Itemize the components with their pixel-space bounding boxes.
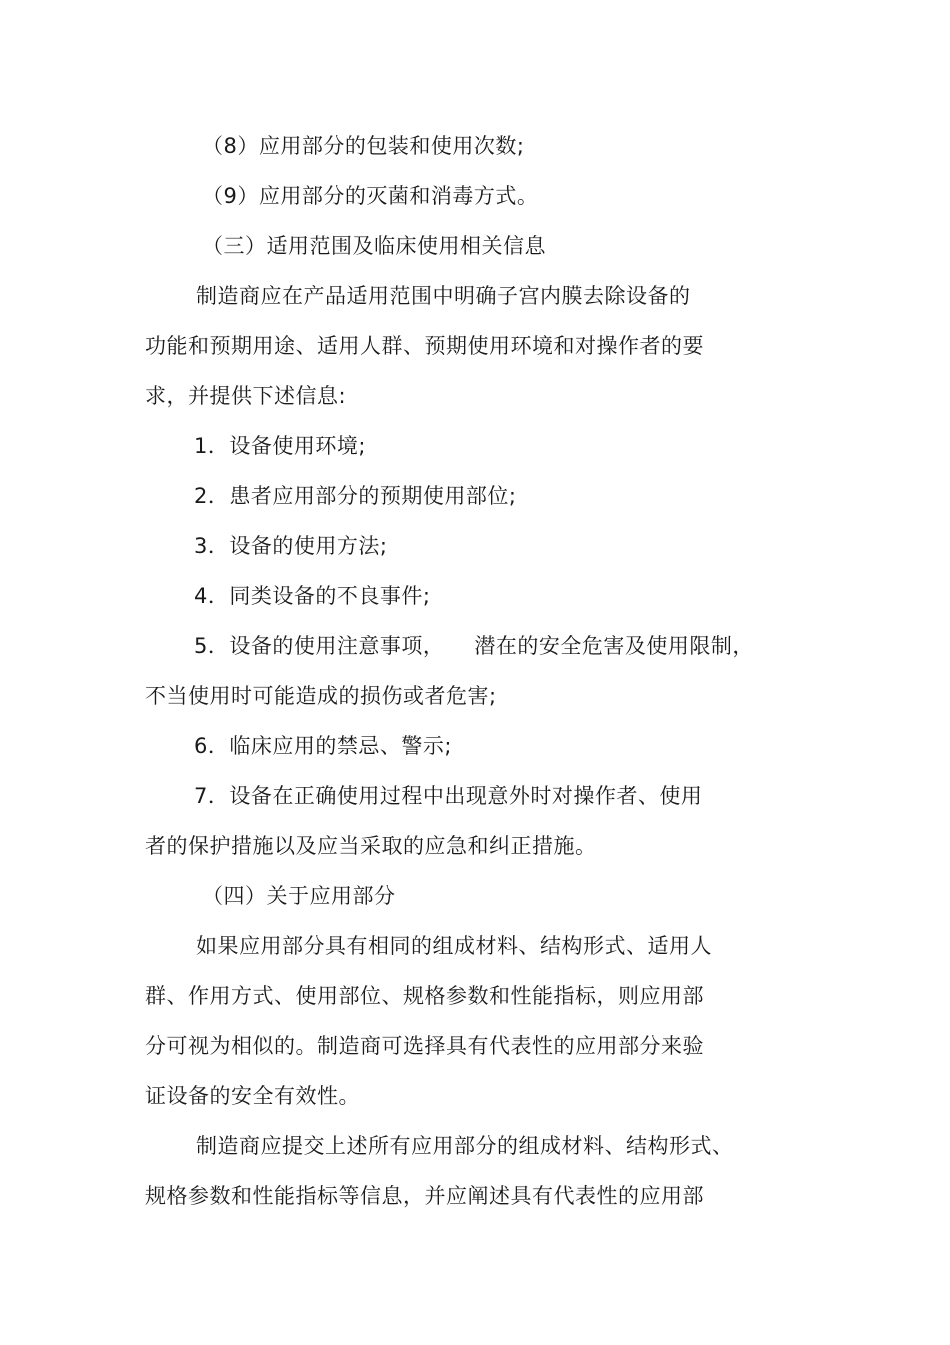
numbered-item-5-part-1: 5．设备的使用注意事项， [194, 634, 445, 658]
numbered-item-2: 2．患者应用部分的预期使用部位; [194, 484, 517, 508]
numbered-item-5-part-2: 潜在的安全危害及使用限制， [474, 634, 754, 658]
paragraph-line: 如果应用部分具有相同的组成材料、结构形式、适用人 [196, 934, 712, 958]
numbered-item-3: 3．设备的使用方法; [194, 534, 388, 558]
section-heading-4: （四）关于应用部分 [202, 884, 396, 908]
paragraph-line: 功能和预期用途、适用人群、预期使用环境和对操作者的要 [145, 334, 704, 358]
paragraph-line: 群、作用方式、使用部位、规格参数和性能指标，则应用部 [145, 984, 704, 1008]
numbered-item-7-continuation: 者的保护措施以及应当采取的应急和纠正措施。 [145, 834, 597, 858]
numbered-item-5 [194, 631, 754, 661]
paragraph-line: 制造商应在产品适用范围中明确子宫内膜去除设备的 [196, 284, 691, 308]
paragraph-line: 求，并提供下述信息: [145, 384, 347, 408]
paragraph-line: 证设备的安全有效性。 [145, 1084, 360, 1108]
numbered-item-4: 4．同类设备的不良事件; [194, 584, 431, 608]
section-heading-3: （三）适用范围及临床使用相关信息 [202, 234, 546, 258]
paragraph-line: 分可视为相似的。制造商可选择具有代表性的应用部分来验 [145, 1034, 704, 1058]
paragraph-line: 规格参数和性能指标等信息，并应阐述具有代表性的应用部 [145, 1184, 704, 1208]
numbered-item-6: 6．临床应用的禁忌、警示; [194, 734, 452, 758]
numbered-item-1: 1．设备使用环境; [194, 434, 366, 458]
numbered-item-5-continuation: 不当使用时可能造成的损伤或者危害; [145, 684, 497, 708]
numbered-item-7: 7．设备在正确使用过程中出现意外时对操作者、使用 [194, 784, 703, 808]
list-item-8: （8）应用部分的包装和使用次数; [202, 134, 525, 158]
list-item-9: （9）应用部分的灭菌和消毒方式。 [202, 184, 539, 208]
paragraph-line: 制造商应提交上述所有应用部分的组成材料、结构形式、 [196, 1134, 734, 1158]
